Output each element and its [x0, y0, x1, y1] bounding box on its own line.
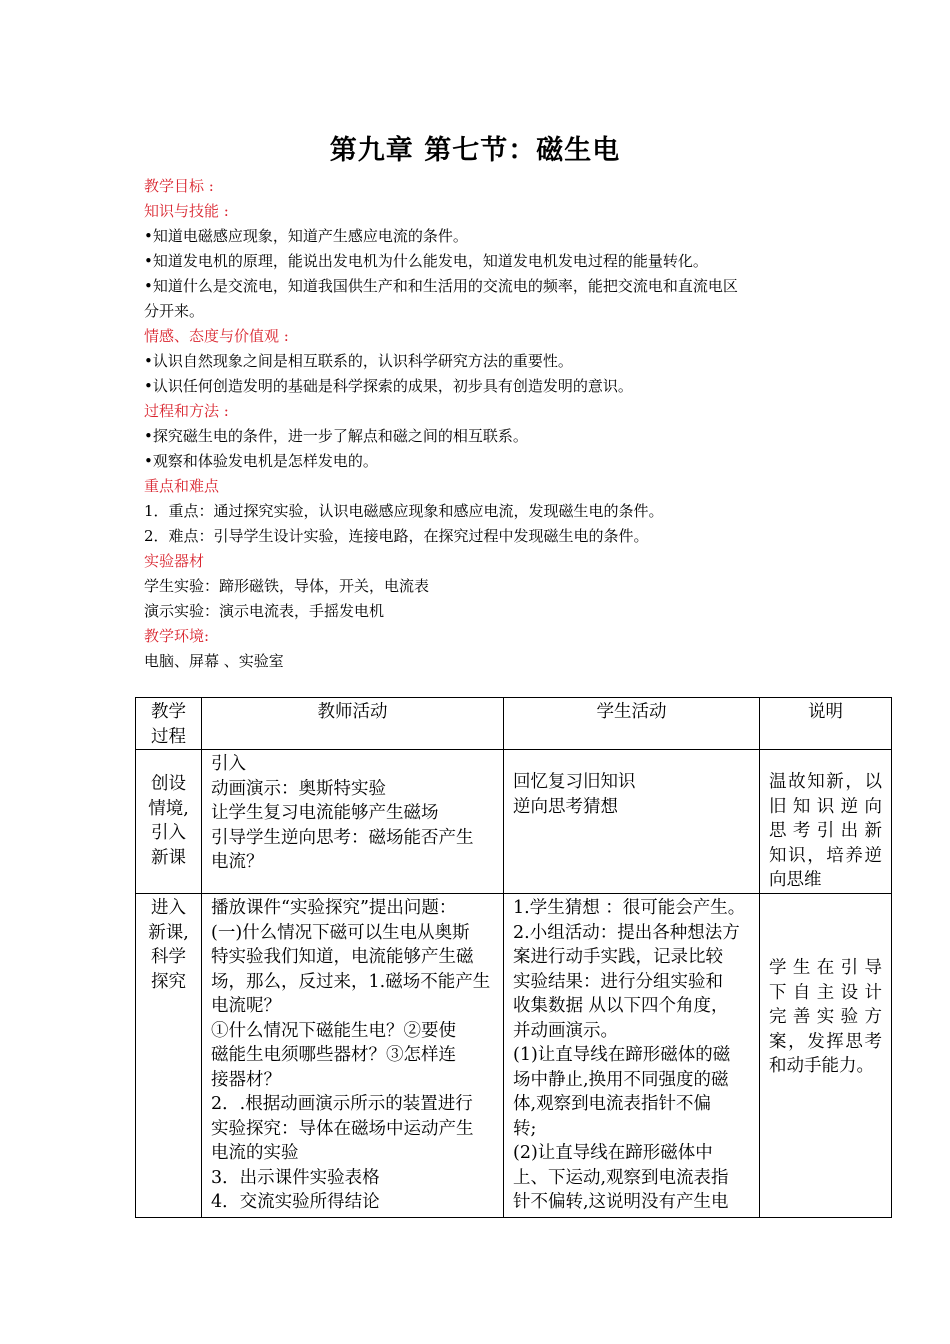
intro-line: •观察和体验发电机是怎样发电的。 — [144, 452, 378, 470]
cell-line: 场中静止,换用不同强度的磁 — [513, 1069, 729, 1090]
section-heading: 教学环境: — [144, 627, 210, 645]
header-teacher — [202, 698, 504, 750]
lesson-table — [135, 697, 892, 1218]
note-cell — [760, 894, 892, 1218]
cell-line: 2．.根据动画演示所示的装置进行 — [211, 1094, 473, 1114]
cell-line: 探究 — [151, 971, 186, 992]
process-cell — [136, 750, 202, 894]
cell-line: 实验结果：进行分组实验和 — [513, 971, 723, 992]
cell-line: 引导学生逆向思考：磁场能否产生 — [211, 827, 474, 848]
cell-line: 创设 — [151, 774, 186, 794]
cell-line: 1.学生猜想 ：很可能会产生。 — [513, 898, 746, 918]
page-title: 第九章 第七节：磁生电 — [329, 135, 621, 166]
intro-line: 学生实验：蹄形磁铁，导体，开关，电流表 — [144, 577, 430, 595]
table-row — [136, 750, 892, 894]
intro-line: 电脑、屏幕 、实验室 — [144, 652, 284, 670]
cell-line: 播放课件“实验探究”提出问题： — [211, 898, 457, 918]
intro-line: •知道电磁感应现象，知道产生感应电流的条件。 — [144, 227, 468, 245]
cell-line: 场，那么，反过来，1.磁场不能产生 — [211, 971, 491, 992]
teacher-cell — [202, 750, 504, 894]
cell-line: 收集数据 从以下四个角度， — [513, 996, 729, 1016]
cell-line: 教学 — [151, 702, 186, 722]
teacher-cell — [202, 894, 504, 1218]
section-heading: 过程和方法 : — [144, 402, 229, 420]
cell-line: 旧知识逆向 — [769, 796, 882, 817]
cell-line: 学生活动 — [596, 702, 667, 722]
cell-line: 实验探究：导体在磁场中运动产生 — [211, 1118, 474, 1139]
intro-line: 2．难点：引导学生设计实验，连接电路，在探究过程中发现磁生电的条件。 — [144, 527, 649, 545]
intro-line: •知道发电机的原理，能说出发电机为什么能发电，知道发电机发电过程的能量转化。 — [144, 252, 708, 270]
cell-line: 2.小组活动：提出各种想法方 — [513, 922, 740, 943]
intro-line: 1．重点：通过探究实验，认识电磁感应现象和感应电流，发现磁生电的条件。 — [144, 502, 664, 520]
intro-line: •认识自然现象之间是相互联系的，认识科学研究方法的重要性。 — [144, 352, 573, 370]
cell-line: 电流呢？ — [211, 996, 281, 1016]
cell-line: (2)让直导线在蹄形磁体中 — [513, 1143, 713, 1163]
section-heading: 知识与技能 : — [144, 202, 229, 220]
header-process — [136, 698, 202, 750]
cell-line: 教师活动 — [317, 702, 388, 722]
section-heading: 情感、态度与价值观 : — [144, 327, 289, 345]
section-heading: 重点和难点 — [144, 477, 220, 495]
header-student — [504, 698, 760, 750]
cell-line: 和动手能力。 — [769, 1056, 874, 1076]
intro-line: •探究磁生电的条件，进一步了解点和磁之间的相互联系。 — [144, 427, 528, 445]
intro-line: •认识任何创造发明的基础是科学探索的成果，初步具有创造发明的意识。 — [144, 377, 633, 395]
cell-line: (1)让直导线在蹄形磁体的磁 — [513, 1045, 731, 1065]
intro-line: 演示实验：演示电流表，手摇发电机 — [144, 602, 385, 620]
cell-line: 情境, — [148, 798, 189, 819]
table-header-row — [136, 698, 892, 750]
cell-line: 引入 — [151, 823, 186, 843]
cell-line: 学生在引导 — [769, 958, 882, 978]
cell-line: 电流？ — [211, 852, 264, 872]
intro-line: 分开来。 — [144, 302, 205, 320]
cell-line: 特实验我们知道，电流能够产生磁 — [211, 947, 474, 967]
cell-line: 引入 — [211, 754, 246, 774]
cell-line: 回忆复习旧知识 — [513, 772, 636, 792]
cell-line: 新课 — [151, 847, 186, 868]
cell-line: 转; — [513, 1118, 537, 1139]
cell-line: (一)什么情况下磁可以生电从奥斯 — [211, 922, 470, 943]
cell-line: 过程 — [151, 726, 186, 747]
section-heading: 实验器材 — [144, 552, 205, 570]
cell-line: 让学生复习电流能够产生磁场 — [211, 803, 439, 823]
process-cell — [136, 894, 202, 1218]
cell-line: 并动画演示。 — [513, 1020, 618, 1041]
cell-line: 说明 — [808, 702, 843, 722]
student-cell — [504, 750, 760, 894]
cell-line: 案，发挥思考 — [769, 1031, 882, 1052]
cell-line: 向思维 — [769, 870, 822, 890]
cell-line: 科学 — [151, 947, 186, 967]
cell-line: 4．交流实验所得结论 — [211, 1192, 380, 1212]
table-row — [136, 894, 892, 1218]
cell-line: 体,观察到电流表指针不偏 — [513, 1094, 712, 1114]
cell-line: 针不偏转,这说明没有产生电 — [513, 1192, 729, 1212]
intro-line: •知道什么是交流电，知道我国供生产和和生活用的交流电的频率，能把交流电和直流电区 — [144, 277, 738, 295]
cell-line: 逆向思考猜想 — [513, 796, 618, 817]
cell-line: 温故知新，以 — [769, 772, 882, 792]
cell-line: 新课, — [148, 922, 189, 943]
cell-line: 案进行动手实践，记录比较 — [513, 947, 723, 967]
student-cell — [504, 894, 760, 1218]
cell-line: ①什么情况下磁能生电？②要使 — [211, 1020, 456, 1041]
cell-line: 进入 — [151, 898, 186, 918]
cell-line: 磁能生电须哪些器材？③怎样连 — [211, 1045, 456, 1065]
cell-line: 电流的实验 — [211, 1143, 299, 1163]
cell-line: 思考引出新 — [769, 821, 882, 841]
section-heading: 教学目标 : — [144, 177, 214, 195]
cell-line: 3．出示课件实验表格 — [211, 1167, 380, 1188]
cell-line: 完善实验方 — [769, 1007, 882, 1027]
cell-line: 知识，培养逆 — [769, 845, 882, 866]
cell-line: 接器材？ — [211, 1069, 281, 1090]
header-note — [760, 698, 892, 750]
cell-line: 下自主设计 — [769, 982, 882, 1003]
note-cell — [760, 750, 892, 894]
intro-section — [144, 174, 824, 674]
cell-line: 动画演示：奥斯特实验 — [211, 778, 386, 799]
cell-line: 上、下运动,观察到电流表指 — [513, 1167, 729, 1188]
